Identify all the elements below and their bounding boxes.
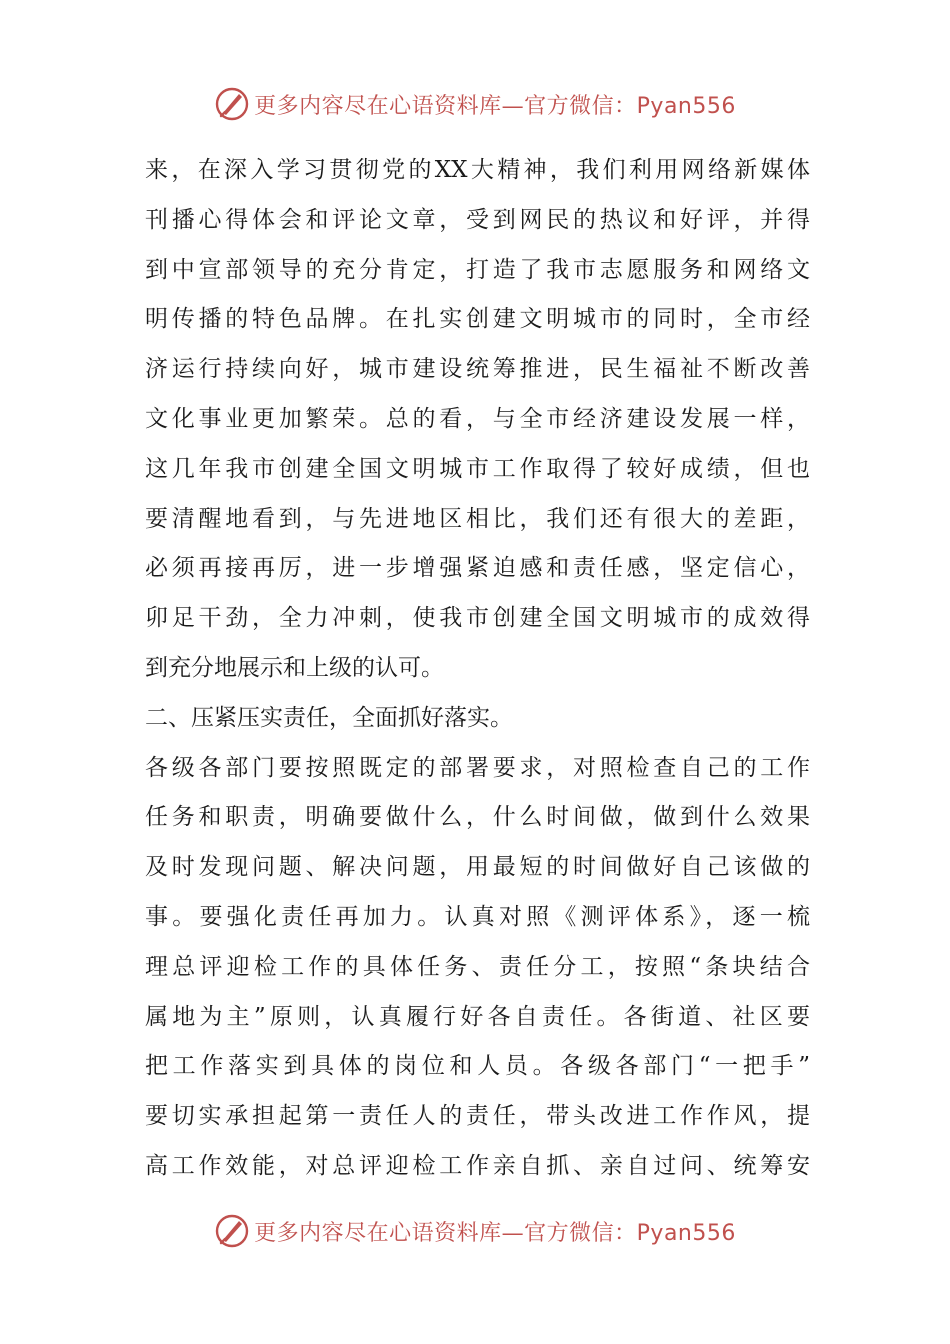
text-line: 各级各部门要按照既定的部署要求，对照检查自己的工作 — [145, 754, 810, 781]
text-line: 文化事业更加繁荣。总的看，与全市经济建设发展一样， — [145, 405, 810, 432]
text-line: 必须再接再厉，进一步增强紧迫感和责任感，坚定信心， — [145, 555, 810, 582]
footer-banner — [0, 1211, 950, 1251]
document-body — [145, 146, 810, 1192]
banner-label: 更多内容尽在心语资料库—官方微信： — [254, 1220, 637, 1246]
text-line: 要切实承担起第一责任人的责任，带头改进工作作风，提 — [145, 1103, 810, 1130]
wechat-id: Pyan556 — [636, 93, 736, 119]
text-line: 属地为主”原则，认真履行好各自责任。各街道、社区要 — [145, 1003, 810, 1030]
text-line: 把工作落实到具体的岗位和人员。各级各部门“一把手” — [145, 1053, 810, 1080]
text-line: 卯足干劲，全力冲刺，使我市创建全国文明城市的成效得 — [145, 605, 810, 632]
text-line: 刊播心得体会和评论文章，受到网民的热议和好评，并得 — [145, 206, 810, 233]
text-line: 明传播的特色品牌。在扎实创建文明城市的同时，全市经 — [145, 306, 810, 333]
banner-text — [254, 89, 736, 120]
wechat-id: Pyan556 — [636, 1220, 736, 1246]
text-line: 二、压紧压实责任，全面抓好落实。 — [145, 704, 513, 731]
text-line: 理总评迎检工作的具体任务、责任分工，按照“条块结合 — [145, 953, 810, 980]
text-line: 到中宣部领导的充分肯定，打造了我市志愿服务和网络文 — [145, 256, 810, 283]
text-line: 任务和职责，明确要做什么，什么时间做，做到什么效果 — [145, 804, 810, 831]
text-line: 高工作效能，对总评迎检工作亲自抓、亲自过问、统筹安 — [145, 1152, 810, 1179]
quill-pen-logo-icon — [214, 86, 250, 122]
header-banner — [0, 84, 950, 124]
text-line: 这几年我市创建全国文明城市工作取得了较好成绩，但也 — [145, 455, 810, 482]
text-line: 到充分地展示和上级的认可。 — [145, 654, 444, 681]
banner-text — [254, 1216, 736, 1247]
text-line: 济运行持续向好，城市建设统筹推进，民生福祉不断改善 — [145, 356, 810, 383]
text-line: 事。要强化责任再加力。认真对照《测评体系》，逐一梳 — [145, 903, 810, 930]
text-line: 及时发现问题、解决问题，用最短的时间做好自己该做的 — [145, 854, 810, 881]
banner-label: 更多内容尽在心语资料库—官方微信： — [254, 93, 637, 119]
quill-pen-logo-icon — [214, 1213, 250, 1249]
text-line: 来，在深入学习贯彻党的XX大精神，我们利用网络新媒体 — [145, 157, 810, 183]
text-line: 要清醒地看到，与先进地区相比，我们还有很大的差距， — [145, 505, 810, 532]
